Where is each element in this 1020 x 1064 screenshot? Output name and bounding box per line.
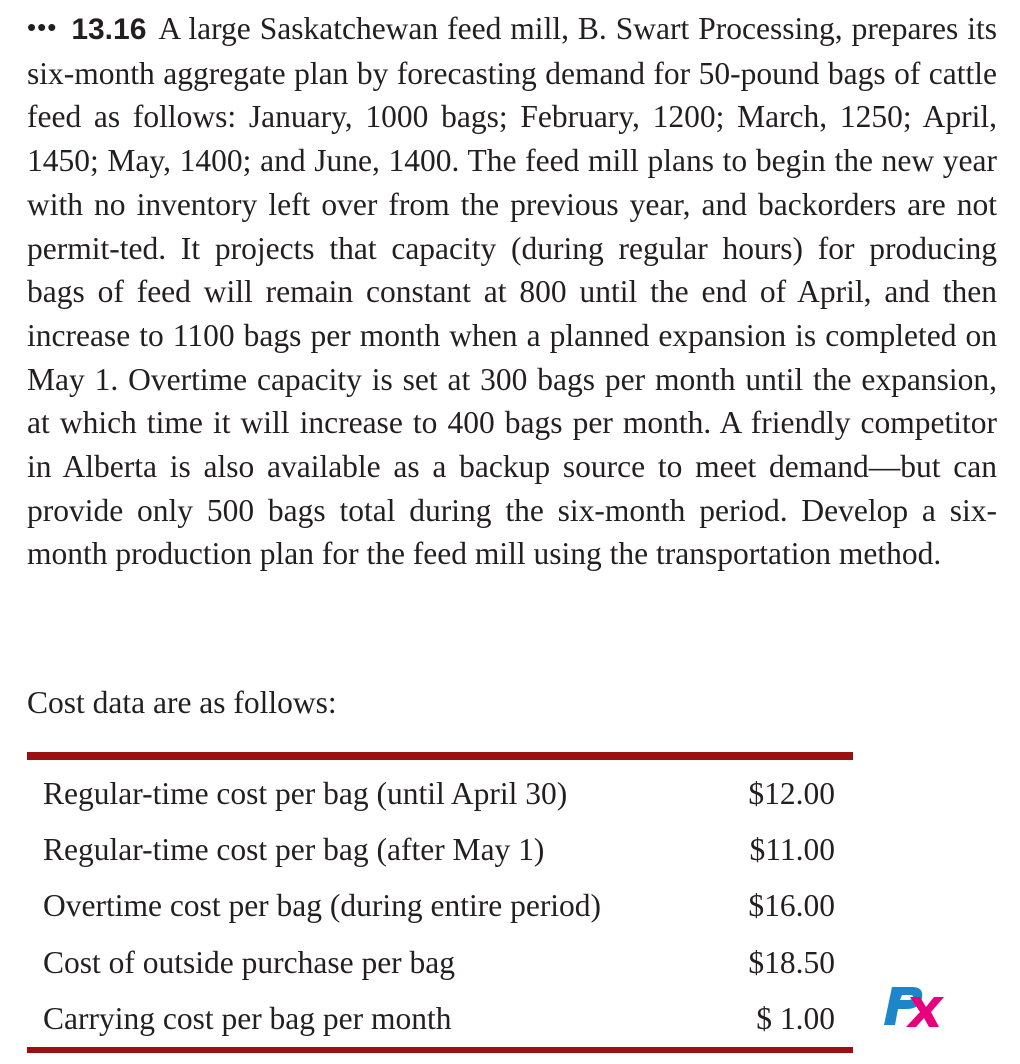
cost-label: Regular-time cost per bag (until April 30) [43, 776, 568, 812]
difficulty-dots: ••• [27, 12, 58, 42]
cost-value: $18.50 [748, 944, 835, 980]
cost-label: Carrying cost per bag per month [43, 1000, 452, 1036]
px-logo-icon [880, 983, 946, 1029]
cost-row-regular-after [27, 822, 853, 878]
cost-value: $12.00 [748, 776, 835, 812]
cost-table [27, 752, 853, 1053]
problem-statement [27, 6, 997, 576]
cost-intro: Cost data are as follows: [27, 685, 337, 720]
cost-row-overtime [27, 878, 853, 934]
cost-row-outside-purchase [27, 935, 853, 991]
cost-row-carrying [27, 991, 853, 1047]
cost-row-regular-before [27, 766, 853, 822]
cost-value: $11.00 [749, 832, 835, 868]
problem-text: A large Saskatchewan feed mill, B. Swart Processing, prepares its six-month aggregate plan by forecasting demand for 50-pound bags of cattle feed as follows: January, 1000 bags; February, 1200; March, 1250; April, 1450; May, 1400; and June, 1400. The feed mill plans to begin the new year with no inventory left over from the previous year, and backorders are not permit-ted. It projects that capacity (during regular hours) for producing bags of feed will remain constant at 800 until the end of April, and then increase to 1100 bags per month when a planned expansion is completed on May 1. Overtime capacity is set at 300 bags per month until the expansion, at which time it will increase to 400 bags per month. A friendly competitor in Alberta is also available as a backup source to meet demand—but can provide only 500 bags total during the six-month period. Develop a six-month production plan for the feed mill using the transportation method. [27, 11, 997, 572]
cost-label: Regular-time cost per bag (after May 1) [43, 832, 545, 868]
problem-number: 13.16 [71, 13, 147, 46]
cost-label: Overtime cost per bag (during entire period) [43, 888, 602, 924]
cost-value: $ 1.00 [756, 1000, 835, 1036]
cost-label: Cost of outside purchase per bag [43, 944, 456, 980]
cost-value: $16.00 [748, 888, 835, 924]
